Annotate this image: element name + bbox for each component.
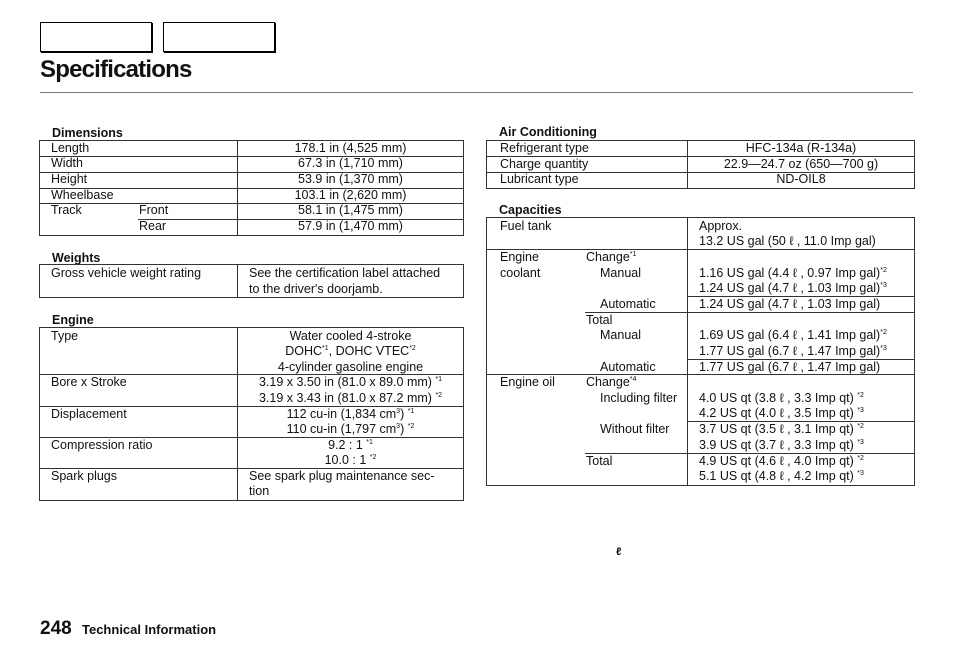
coolant-total-label: Total [586,313,613,327]
weights-title: Weights [52,251,101,265]
coolant-change-label: Change$^{*1}$ [586,250,637,264]
oil-without-filter-value1: 3.7 US qt (3.5 ℓ , 3.1 Imp qt) $^{*2}$ [699,422,864,436]
dim-track-front-value: 58.1 in (1,475 mm) [298,203,403,217]
bore-stroke-line1: 3.19 x 3.50 in (81.0 x 89.0 mm) $^{*1}$ [258,375,443,389]
gvwr-label: Gross vehicle weight rating [51,266,202,280]
blank-tab-1 [40,22,152,52]
dim-height-label: Height [51,172,88,186]
spark-plugs-line2: tion [249,484,270,498]
oil-including-filter-value1: 4.0 US qt (3.8 ℓ , 3.3 Imp qt) $^{*2}$ [699,391,864,405]
oil-change-label: Change$^{*4}$ [586,375,637,389]
engine-title: Engine [52,313,94,327]
dim-width-value: 67.3 in (1,710 mm) [298,156,403,170]
ac-lubricant-value: ND-OIL8 [776,172,826,186]
coolant-total-manual-value2: 1.77 US gal (6.7 ℓ , 1.47 Imp gal)$^{*3}$ [699,344,887,358]
compression-label: Compression ratio [51,438,153,452]
oil-total-value1: 4.9 US qt (4.6 ℓ , 4.0 Imp qt) $^{*2}$ [699,454,864,468]
coolant-total-automatic-label: Automatic [600,360,656,374]
oil-including-filter-label: Including filter [600,391,678,405]
engine-type-line1: Water cooled 4-stroke [289,329,412,343]
coolant-total-automatic-value: 1.77 US gal (6.7 ℓ , 1.47 Imp gal) [699,360,881,374]
coolant-label-line2: coolant [500,266,541,280]
header-rule [40,92,913,93]
compression-line1: 9.2 : 1 $^{*1}$ [328,438,373,452]
weights-table [39,264,464,298]
litre-symbol: ℓ [616,546,622,558]
engine-table [39,327,464,501]
displacement-line2: 110 cu-in (1,797 $cm^3$) $^{*2}$ [286,422,415,436]
dim-width-label: Width [51,156,83,170]
fuel-tank-line2: 13.2 US gal (50 ℓ , 11.0 Imp gal) [699,234,876,248]
engine-type-label: Type [51,329,79,343]
dimensions-table [39,140,464,236]
bore-stroke-label: Bore x Stroke [51,375,127,389]
displacement-label: Displacement [51,407,127,421]
coolant-manual-label: Manual [600,266,641,280]
capacities-title: Capacities [499,203,562,217]
dim-wheelbase-value: 103.1 in (2,620 mm) [294,188,407,202]
oil-without-filter-value2: 3.9 US qt (3.7 ℓ , 3.3 Imp qt) $^{*3}$ [699,438,864,452]
dim-length-label: Length [51,141,90,155]
dim-track-rear-value: 57.9 in (1,470 mm) [298,219,403,233]
ac-table [486,140,915,189]
ac-refrigerant-value: HFC-134a (R-134a) [745,141,857,155]
gvwr-value-line2: to the driver's doorjamb. [249,282,383,296]
ac-charge-value: 22.9—24.7 oz (650—700 g) [723,157,879,171]
spark-plugs-line1: See spark plug maintenance sec- [249,469,435,483]
fuel-tank-line1: Approx. [699,219,743,233]
bore-stroke-line2: 3.19 x 3.43 in (81.0 x 87.2 mm) $^{*2}$ [258,391,443,405]
ac-charge-label: Charge quantity [500,157,589,171]
gvwr-value-line1: See the certification label attached [249,266,441,280]
blank-tab-2 [163,22,275,52]
coolant-manual-value1: 1.16 US gal (4.4 ℓ , 0.97 Imp gal)$^{*2}$ [699,266,887,280]
oil-including-filter-value2: 4.2 US qt (4.0 ℓ , 3.5 Imp qt) $^{*3}$ [699,406,864,420]
dim-wheelbase-label: Wheelbase [51,188,114,202]
dim-track-label: Track [51,203,82,217]
dim-height-value: 53.9 in (1,370 mm) [298,172,403,186]
coolant-label-line1: Engine [500,250,539,264]
dim-track-front-label: Front [139,203,169,217]
capacities-table [486,217,915,486]
page-number: 248 [40,618,72,639]
fuel-tank-label: Fuel tank [500,219,552,233]
coolant-manual-value2: 1.24 US gal (4.7 ℓ , 1.03 Imp gal)$^{*3}$ [699,281,887,295]
dim-track-rear-label: Rear [139,219,167,233]
oil-without-filter-label: Without filter [600,422,670,436]
coolant-automatic-value: 1.24 US gal (4.7 ℓ , 1.03 Imp gal) [699,297,881,311]
engine-type-line2: DOHC$^{*1}$, DOHC VTEC$^{*2}$ [285,344,416,358]
oil-total-value2: 5.1 US qt (4.8 ℓ , 4.2 Imp qt) $^{*3}$ [699,469,864,483]
ac-title: Air Conditioning [499,125,597,139]
coolant-total-manual-label: Manual [600,328,641,342]
ac-refrigerant-label: Refrigerant type [500,141,589,155]
coolant-automatic-label: Automatic [600,297,656,311]
dim-length-value: 178.1 in (4,525 mm) [294,141,407,155]
page-title: Specifications [40,56,192,83]
engine-type-line3: 4-cylinder gasoline engine [277,360,424,374]
footer-section-label: Technical Information [82,622,217,637]
displacement-line1: 112 cu-in (1,834 $cm^3$) $^{*1}$ [286,407,415,421]
ac-lubricant-label: Lubricant type [500,172,579,186]
oil-total-label: Total [586,454,613,468]
spark-plugs-label: Spark plugs [51,469,118,483]
engine-oil-label: Engine oil [500,375,555,389]
coolant-total-manual-value1: 1.69 US gal (6.4 ℓ , 1.41 Imp gal)$^{*2}$ [699,328,887,342]
dimensions-title: Dimensions [52,126,123,140]
compression-line2: 10.0 : 1 $^{*2}$ [324,453,377,467]
